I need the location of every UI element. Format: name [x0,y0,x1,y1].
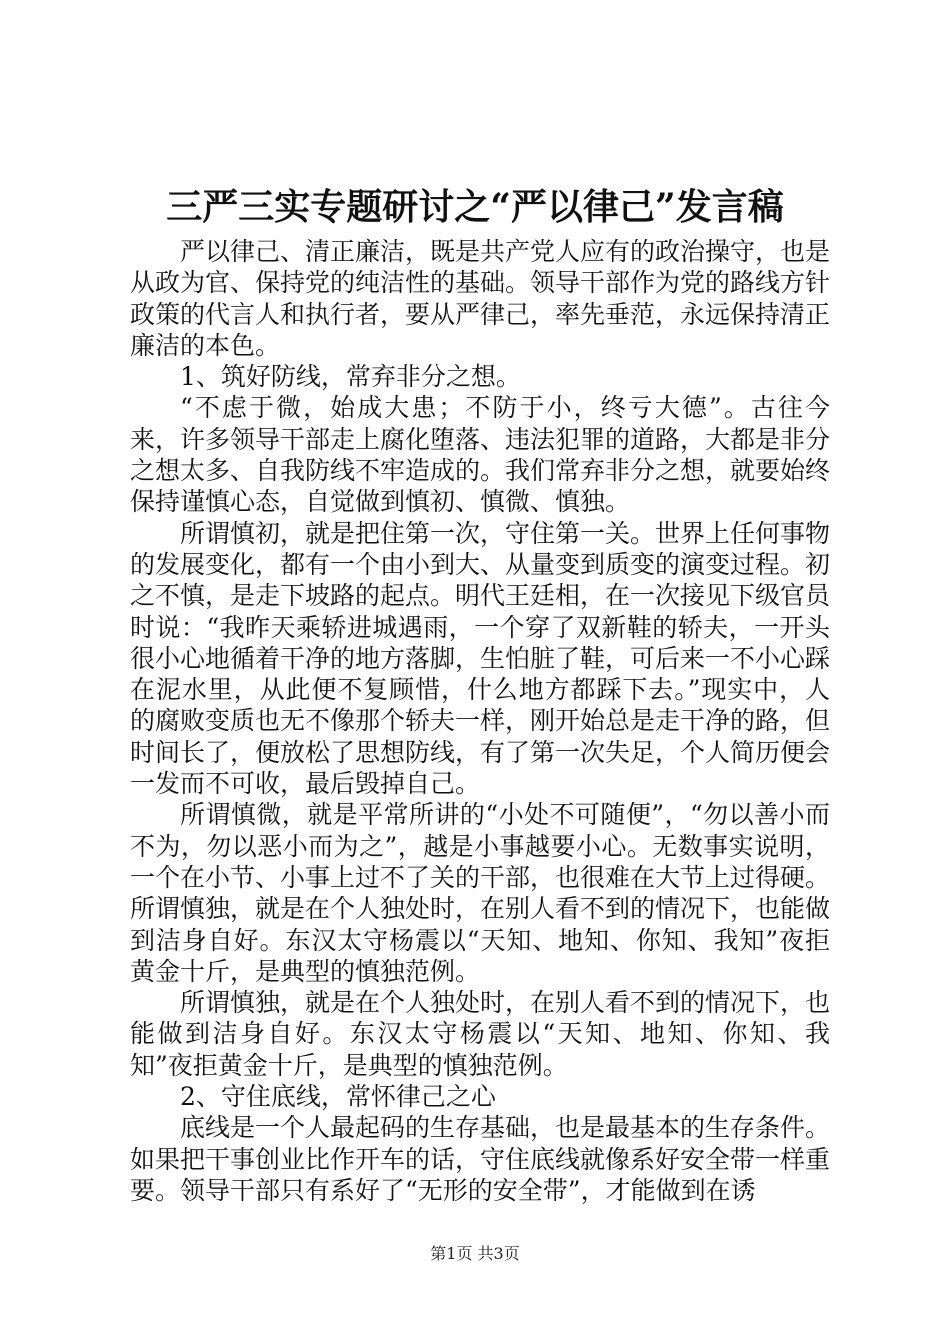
paragraph-dixian: 底线是一个人最起码的生存基础，也是最基本的生存条件。如果把干事创业比作开车的话，守住底线就像系好安全带一样重要。领导干部只有系好了“无形的安全带”，才能做到在诱 [130,1113,831,1205]
paragraph-quote: “不虑于微，始成大患；不防于小，终亏大德”。古往今来，许多领导干部走上腐化堕落、违法犯罪的道路，大都是非分之想太多、自我防线不牢造成的。我们常弃非分之想，就要始终保持谨慎心态，自觉做到慎初、慎微、慎独。 [130,393,831,517]
paragraph-shenwei: 所谓慎微，就是平常所讲的“小处不可随便”，“勿以善小而不为，勿以恶小而为之”，越是小事越要小心。无数事实说明，一个在小节、小事上过不了关的干部，也很难在大节上过得硬。所谓慎独，就是在个人独处时，在别人看不到的情况下，也能做到洁身自好。东汉太守杨震以“天知、地知、你知、我知”夜拒黄金十斤，是典型的慎独范例。 [130,800,831,986]
document-body [130,236,830,1206]
section-heading-1: 1、筑好防线，常弃非分之想。 [180,362,521,392]
paragraph-intro: 严以律己、清正廉洁，既是共产党人应有的政治操守，也是从政为官、保持党的纯洁性的基础。领导干部作为党的路线方针政策的代言人和执行者，要从严律己，率先垂范，永远保持清正廉洁的本色。 [130,237,831,360]
section-heading-2: 2、守住底线，常怀律己之心 [180,1082,496,1112]
page-footer: 第1页 共3页 [430,1244,520,1263]
paragraph-shendu: 所谓慎独，就是在个人独处时，在别人看不到的情况下，也能做到洁身自好。东汉太守杨震以“天知、地知、你知、我知”夜拒黄金十斤，是典型的慎独范例。 [130,988,831,1080]
document-title: 三严三实专题研讨之“严以律己”发言稿 [166,186,784,228]
paragraph-shenchu: 所谓慎初，就是把住第一次，守住第一关。世界上任何事物的发展变化，都有一个由小到大、从量变到质变的演变过程。初之不慎，是走下坡路的起点。明代王廷相，在一次接见下级官员时说：“我昨天乘轿进城遇雨，一个穿了双新鞋的轿夫，一开头很小心地循着干净的地方落脚，生怕脏了鞋，可后来一不小心踩在泥水里，从此便不复顾惜，什么地方都踩下去。”现实中，人的腐败变质也无不像那个轿夫一样，刚开始总是走干净的路，但时间长了，便放松了思想防线，有了第一次失足，个人简历便会一发而不可收，最后毁掉自己。 [130,518,831,799]
